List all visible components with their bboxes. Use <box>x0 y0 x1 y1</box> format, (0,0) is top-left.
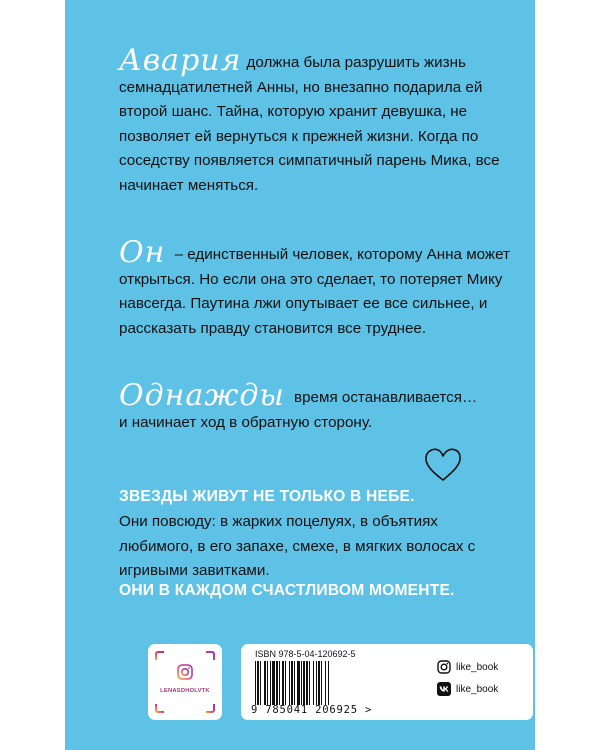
barcode-bar <box>255 661 256 705</box>
paragraph-1 <box>119 43 519 198</box>
barcode-bar <box>270 661 271 705</box>
qr-frame-icon <box>154 650 216 714</box>
barcode-bar <box>260 661 261 705</box>
barcode-bar <box>294 661 295 705</box>
barcode-bar <box>285 661 286 705</box>
instagram-qr-card[interactable] <box>148 644 222 720</box>
paragraph-3-text: время останавливается… и начинает ход в обратную сторону. <box>119 389 478 431</box>
barcode-bar <box>282 661 284 705</box>
barcode-bar <box>318 661 320 705</box>
barcode-bar <box>303 661 305 705</box>
headline-stars: ЗВЕЗДЫ ЖИВУТ НЕ ТОЛЬКО В НЕБЕ. <box>119 488 415 505</box>
script-word-once: Однажды <box>119 378 285 413</box>
barcode-bar <box>291 661 293 705</box>
social-instagram[interactable] <box>437 660 498 674</box>
paragraph-1-first-line: должна была разрушить <box>246 54 420 71</box>
headline-happy-moment: ОНИ В КАЖДОМ СЧАСТЛИВОМ МОМЕНТЕ. <box>119 582 455 599</box>
paragraph-1-text: жизнь семнадцатилетней Анны, но внезапно подарила ей второй шанс. Тайна, которую хранит девушка, не позволяет ей вернуться к прежней жизни. Когда по соседству появляется симпатичный парень Мика, все начинает меняться. <box>119 54 500 194</box>
isbn-label: ISBN 978-5-04-120692-5 <box>255 649 356 659</box>
barcode-bar <box>267 661 268 705</box>
barcode-bar <box>325 661 326 705</box>
barcode-bar <box>309 661 310 705</box>
barcode-bar <box>289 661 290 705</box>
barcode-bar <box>328 661 329 705</box>
vk-handle: like_book <box>456 683 499 695</box>
isbn-card <box>241 644 533 720</box>
script-word-accident: Авария <box>119 43 242 78</box>
barcode-bar <box>306 661 308 705</box>
barcode-bar <box>264 661 266 705</box>
instagram-icon <box>177 664 193 680</box>
barcode-bar <box>316 661 317 705</box>
instagram-icon <box>437 660 451 674</box>
instagram-username: LENASDHOLVTK <box>160 688 210 694</box>
body-everywhere: Они повсюду: в жарких поцелуях, в объятиях любимого, в его запахе, смехе, в мягких волосах с игривыми завитками. <box>119 513 476 579</box>
barcode-bar <box>279 661 280 705</box>
barcode <box>255 661 362 705</box>
vk-icon <box>437 682 451 696</box>
paragraph-3 <box>119 378 479 435</box>
instagram-handle: like_book <box>456 661 499 673</box>
barcode-bar <box>257 661 259 705</box>
paragraph-2-text: – единственный человек, которому Анна может открыться. Но если она это сделает, то потеряет Мику навсегда. Паутина лжи опутывает ее все сильнее, и рассказать правду становится все труднее. <box>119 246 510 337</box>
back-cover <box>65 0 535 750</box>
heart-icon <box>423 447 463 483</box>
barcode-digits: 9 785041 206925 > <box>251 704 373 716</box>
barcode-bar <box>313 661 314 705</box>
paragraph-2 <box>119 235 519 341</box>
barcode-bar <box>272 661 275 705</box>
social-vk[interactable] <box>437 682 498 696</box>
barcode-bar <box>321 661 322 705</box>
barcode-bar <box>276 661 278 705</box>
barcode-bar <box>297 661 300 705</box>
barcode-bar <box>301 661 302 705</box>
script-word-he: Он <box>119 235 166 270</box>
